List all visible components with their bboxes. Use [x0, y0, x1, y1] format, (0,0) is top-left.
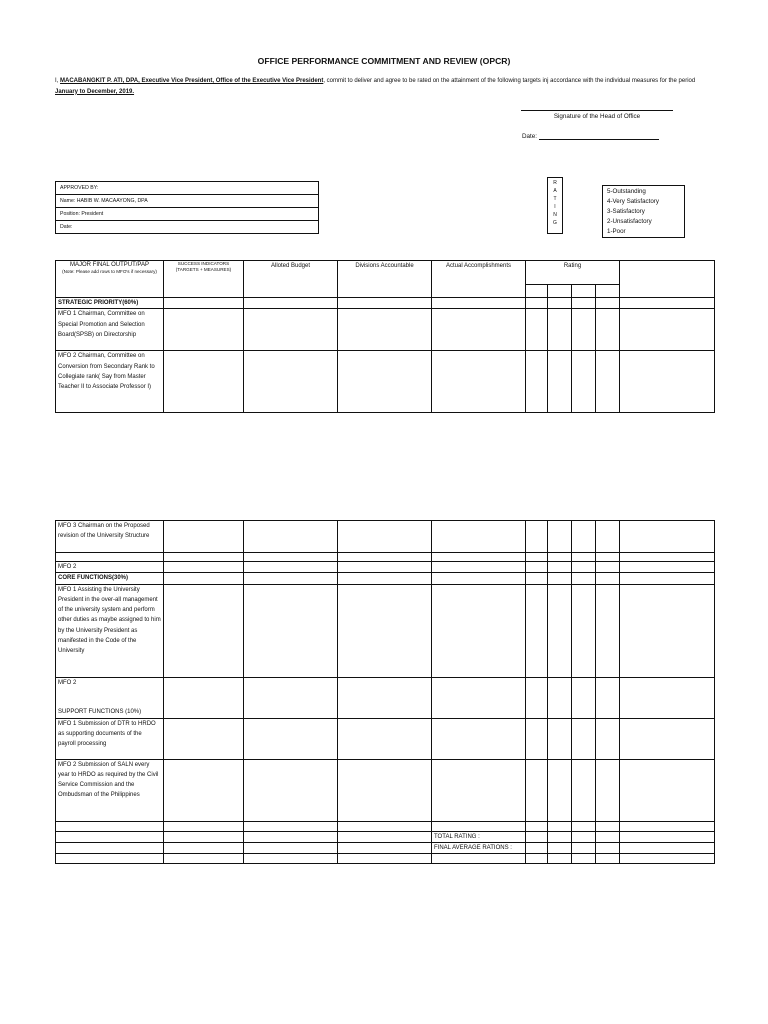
table-cell[interactable]	[526, 821, 548, 831]
table-cell[interactable]	[548, 821, 572, 831]
table-cell[interactable]	[338, 718, 432, 759]
col-success-note: (TARGETS + MEASURES)	[175, 267, 232, 272]
table-cell[interactable]	[526, 677, 548, 718]
table-row	[56, 584, 715, 677]
table-cell[interactable]	[432, 553, 526, 562]
table-cell[interactable]	[620, 521, 715, 553]
table-cell[interactable]	[596, 573, 620, 584]
signature-label: Signature of the Head of Office	[553, 113, 641, 120]
table-cell[interactable]	[596, 831, 620, 842]
table-cell[interactable]	[164, 309, 244, 351]
table-cell[interactable]	[244, 553, 338, 562]
table-cell[interactable]	[548, 309, 572, 351]
table-cell[interactable]	[526, 573, 548, 584]
intro-prefix: I,	[55, 78, 61, 84]
table-cell[interactable]	[548, 553, 572, 562]
table-cell[interactable]	[164, 351, 244, 413]
table-cell[interactable]	[526, 351, 548, 413]
commitment-statement	[55, 76, 715, 97]
table-cell[interactable]	[526, 584, 548, 677]
mfo-1-strategic: MFO 1 Chairman, Committee on Special Promotion and Selection Board(SPSB) on Directorship	[56, 309, 164, 351]
table-cell[interactable]	[338, 584, 432, 677]
date-label: Date:	[522, 133, 538, 140]
table-cell[interactable]	[596, 553, 620, 562]
table-cell[interactable]	[572, 718, 596, 759]
table-cell[interactable]	[432, 677, 526, 718]
table-cell[interactable]	[526, 521, 548, 553]
table-cell[interactable]	[572, 562, 596, 573]
table-cell[interactable]	[548, 854, 572, 864]
table-cell[interactable]	[164, 759, 244, 821]
core-mfo-1: MFO 1 Assisting the University President in the over-all management of the university system and perform other duties as maybe assigned to him by the University President as manifested in the Code of the University	[56, 584, 164, 677]
col-rating-header: Rating	[526, 261, 620, 285]
table-cell[interactable]	[164, 584, 244, 677]
table-cell[interactable]	[432, 718, 526, 759]
table-cell[interactable]	[548, 677, 572, 718]
rating-sub-cell	[572, 285, 596, 298]
table-cell	[338, 831, 432, 842]
date-line	[539, 133, 659, 140]
table-cell[interactable]	[164, 562, 244, 573]
table-cell[interactable]	[164, 521, 244, 553]
table-cell[interactable]	[620, 351, 715, 413]
table-header-row	[56, 261, 715, 285]
table-cell[interactable]	[620, 298, 715, 309]
col-success-label: SUCCESS INDICATORS	[177, 261, 230, 266]
mfo-2-strategic: MFO 2 Chairman, Committee on Conversion from Secondary Rank to Collegiate rank( Say from Master Teacher II to Associate Professor I)	[56, 351, 164, 413]
table-cell[interactable]	[526, 309, 548, 351]
table-cell[interactable]	[244, 309, 338, 351]
table-cell[interactable]	[620, 842, 715, 853]
table-cell[interactable]	[620, 584, 715, 677]
table-row	[56, 759, 715, 821]
table-row	[56, 854, 715, 864]
table-cell[interactable]	[244, 677, 338, 718]
table-cell[interactable]	[572, 553, 596, 562]
table-cell[interactable]	[432, 309, 526, 351]
total-rating-label: TOTAL RATING :	[432, 831, 526, 842]
blank-cell	[56, 854, 164, 864]
approval-box	[55, 181, 319, 234]
table-cell[interactable]	[338, 562, 432, 573]
rating-letter: T	[553, 196, 557, 202]
table-cell[interactable]	[596, 718, 620, 759]
table-cell[interactable]	[596, 854, 620, 864]
col-success-header	[164, 261, 244, 298]
table-cell[interactable]	[338, 309, 432, 351]
intro-name: MACABANGKIT P. ATI, DPA, Executive Vice President, Office of the Executive Vice President	[60, 78, 324, 84]
table-row	[56, 821, 715, 831]
table-cell[interactable]	[244, 351, 338, 413]
col-divisions-header: Divisions Accountable	[338, 261, 432, 298]
opcr-table-top	[55, 260, 715, 413]
blank-cell	[56, 842, 164, 853]
col-mfo-label: MAJOR FINAL OUTPUT/PAP	[69, 262, 149, 268]
table-cell[interactable]	[338, 553, 432, 562]
blank-cell	[56, 831, 164, 842]
table-cell[interactable]	[596, 562, 620, 573]
table-cell[interactable]	[596, 821, 620, 831]
table-cell	[338, 842, 432, 853]
table-cell[interactable]	[548, 584, 572, 677]
table-cell	[244, 842, 338, 853]
table-cell[interactable]	[432, 573, 526, 584]
table-cell[interactable]	[548, 573, 572, 584]
table-cell[interactable]	[548, 562, 572, 573]
table-cell[interactable]	[596, 351, 620, 413]
mfo-3-strategic: MFO 3 Chairman on the Proposed revision of the University Structure	[56, 521, 164, 553]
table-cell[interactable]	[244, 584, 338, 677]
table-cell[interactable]	[338, 821, 432, 831]
table-cell[interactable]	[596, 584, 620, 677]
table-cell[interactable]	[526, 831, 548, 842]
rating-scale-legend	[602, 185, 685, 238]
table-cell[interactable]	[164, 298, 244, 309]
col-mfo-note: (Note: Please add rows to MFO's if necessary)	[62, 269, 157, 274]
table-cell[interactable]	[620, 677, 715, 718]
table-cell[interactable]	[432, 821, 526, 831]
table-cell[interactable]	[596, 842, 620, 853]
table-cell	[164, 831, 244, 842]
table-row	[56, 718, 715, 759]
support-functions-label: SUPPORT FUNCTIONS (10%)	[58, 709, 142, 716]
table-row	[56, 309, 715, 351]
col-actual-header: Actual Accomplishments	[432, 261, 526, 298]
table-cell[interactable]	[548, 351, 572, 413]
table-cell[interactable]	[244, 521, 338, 553]
table-cell[interactable]	[338, 298, 432, 309]
support-mfo-2: MFO 2 Submission of SALN every year to HRDO as required by the Civil Service Commission and the Ombudsman of the Philippines	[56, 759, 164, 821]
table-cell[interactable]	[572, 309, 596, 351]
scale-item: 4-Very Satisfactory	[607, 198, 659, 205]
table-cell[interactable]	[596, 309, 620, 351]
mfo-2-extra: MFO 2	[56, 562, 164, 573]
table-cell	[164, 842, 244, 853]
rating-sub-cell	[548, 285, 572, 298]
table-cell[interactable]	[572, 573, 596, 584]
table-cell[interactable]	[338, 854, 432, 864]
approver-name[interactable]: Name: HABIB W. MACAAYONG, DPA	[56, 195, 319, 208]
table-cell[interactable]	[572, 821, 596, 831]
signature-line[interactable]	[521, 105, 673, 111]
table-cell[interactable]	[596, 677, 620, 718]
table-cell[interactable]	[432, 351, 526, 413]
table-row	[56, 831, 715, 842]
table-cell[interactable]	[620, 553, 715, 562]
table-cell[interactable]	[572, 521, 596, 553]
table-cell	[244, 831, 338, 842]
col-budget-header: Alloted Budget	[244, 261, 338, 298]
scale-item: 3-Satisfactory	[607, 208, 645, 215]
table-cell[interactable]	[432, 521, 526, 553]
table-cell[interactable]	[432, 562, 526, 573]
approver-position[interactable]: Position: President	[56, 208, 319, 221]
table-cell[interactable]	[572, 351, 596, 413]
table-cell[interactable]	[338, 521, 432, 553]
table-row	[56, 298, 715, 309]
table-cell[interactable]	[244, 573, 338, 584]
rating-letter: A	[553, 188, 557, 194]
intro-middle: , commit to deliver and agree to be rated on the attainment of the following targets inj accordance with the individual measures for the period	[323, 78, 696, 84]
table-cell[interactable]	[338, 677, 432, 718]
opcr-table-bottom	[55, 520, 715, 864]
table-row	[56, 521, 715, 553]
table-cell[interactable]	[620, 759, 715, 821]
core-mfo-2: MFO 2	[58, 679, 77, 686]
table-cell[interactable]	[620, 821, 715, 831]
rating-sub-cell	[526, 285, 548, 298]
table-cell[interactable]	[548, 759, 572, 821]
table-cell[interactable]	[164, 854, 244, 864]
blank-cell	[56, 553, 164, 562]
strategic-priority-label: STRATEGIC PRIORITY(60%)	[56, 298, 164, 309]
rating-letter: I	[554, 204, 556, 210]
table-cell[interactable]	[572, 831, 596, 842]
table-cell[interactable]	[526, 759, 548, 821]
table-cell[interactable]	[338, 573, 432, 584]
table-cell[interactable]	[244, 759, 338, 821]
scale-item: 2-Unsatisfactory	[607, 218, 652, 225]
rating-letter: R	[553, 180, 557, 186]
table-cell[interactable]	[526, 854, 548, 864]
table-row	[56, 842, 715, 853]
table-cell[interactable]	[572, 854, 596, 864]
table-cell[interactable]	[620, 718, 715, 759]
table-cell[interactable]	[164, 821, 244, 831]
table-cell[interactable]	[596, 298, 620, 309]
col-remarks-header	[620, 261, 715, 298]
date-field[interactable]	[522, 133, 659, 140]
table-cell[interactable]	[244, 821, 338, 831]
table-cell[interactable]	[526, 562, 548, 573]
blank-cell	[56, 821, 164, 831]
table-cell[interactable]	[596, 759, 620, 821]
table-cell[interactable]	[526, 298, 548, 309]
scale-item: 1-Poor	[607, 228, 626, 235]
rating-letter: G	[553, 220, 557, 226]
table-cell[interactable]	[164, 677, 244, 718]
table-cell[interactable]	[526, 553, 548, 562]
table-row	[56, 553, 715, 562]
table-row	[56, 677, 715, 718]
table-cell[interactable]	[338, 351, 432, 413]
table-cell[interactable]	[244, 718, 338, 759]
table-cell[interactable]	[164, 718, 244, 759]
table-cell[interactable]	[572, 842, 596, 853]
rating-letter: N	[553, 212, 557, 218]
col-mfo-header	[56, 261, 164, 298]
table-row	[56, 351, 715, 413]
table-cell[interactable]	[620, 562, 715, 573]
table-cell[interactable]	[572, 677, 596, 718]
table-row	[56, 562, 715, 573]
intro-period: January to December, 2019.	[55, 88, 135, 95]
table-cell[interactable]	[164, 573, 244, 584]
approval-date[interactable]: Date:	[56, 221, 319, 234]
table-cell[interactable]	[244, 298, 338, 309]
table-cell[interactable]	[244, 854, 338, 864]
table-cell[interactable]	[620, 573, 715, 584]
table-cell[interactable]	[620, 309, 715, 351]
rating-vertical-label	[547, 177, 563, 234]
table-row	[56, 573, 715, 584]
table-cell[interactable]	[526, 718, 548, 759]
table-cell[interactable]	[572, 584, 596, 677]
core-mfo-2-cell	[56, 677, 164, 718]
table-cell[interactable]	[164, 553, 244, 562]
final-average-label: FINAL AVERAGE RATIONS :	[432, 842, 526, 853]
table-cell[interactable]	[620, 854, 715, 864]
table-cell[interactable]	[432, 759, 526, 821]
scale-item: 5-Outstanding	[607, 188, 646, 195]
table-cell[interactable]	[572, 759, 596, 821]
table-cell[interactable]	[244, 562, 338, 573]
support-mfo-1: MFO 1 Submission of DTR to HRDO as supporting documents of the payroll processing	[56, 718, 164, 759]
table-cell[interactable]	[432, 854, 526, 864]
table-cell[interactable]	[548, 718, 572, 759]
table-cell[interactable]	[526, 842, 548, 853]
table-cell[interactable]	[548, 298, 572, 309]
table-cell[interactable]	[548, 842, 572, 853]
table-cell[interactable]	[620, 831, 715, 842]
table-cell[interactable]	[596, 521, 620, 553]
approved-by-label: APPROVED BY:	[56, 182, 319, 195]
table-cell[interactable]	[338, 759, 432, 821]
table-cell[interactable]	[548, 831, 572, 842]
page-title: OFFICE PERFORMANCE COMMITMENT AND REVIEW (OPCR)	[257, 56, 511, 66]
table-cell[interactable]	[548, 521, 572, 553]
table-cell[interactable]	[572, 298, 596, 309]
rating-sub-cell	[596, 285, 620, 298]
core-functions-label: CORE FUNCTIONS(30%)	[56, 573, 164, 584]
table-cell[interactable]	[432, 584, 526, 677]
table-cell[interactable]	[432, 298, 526, 309]
